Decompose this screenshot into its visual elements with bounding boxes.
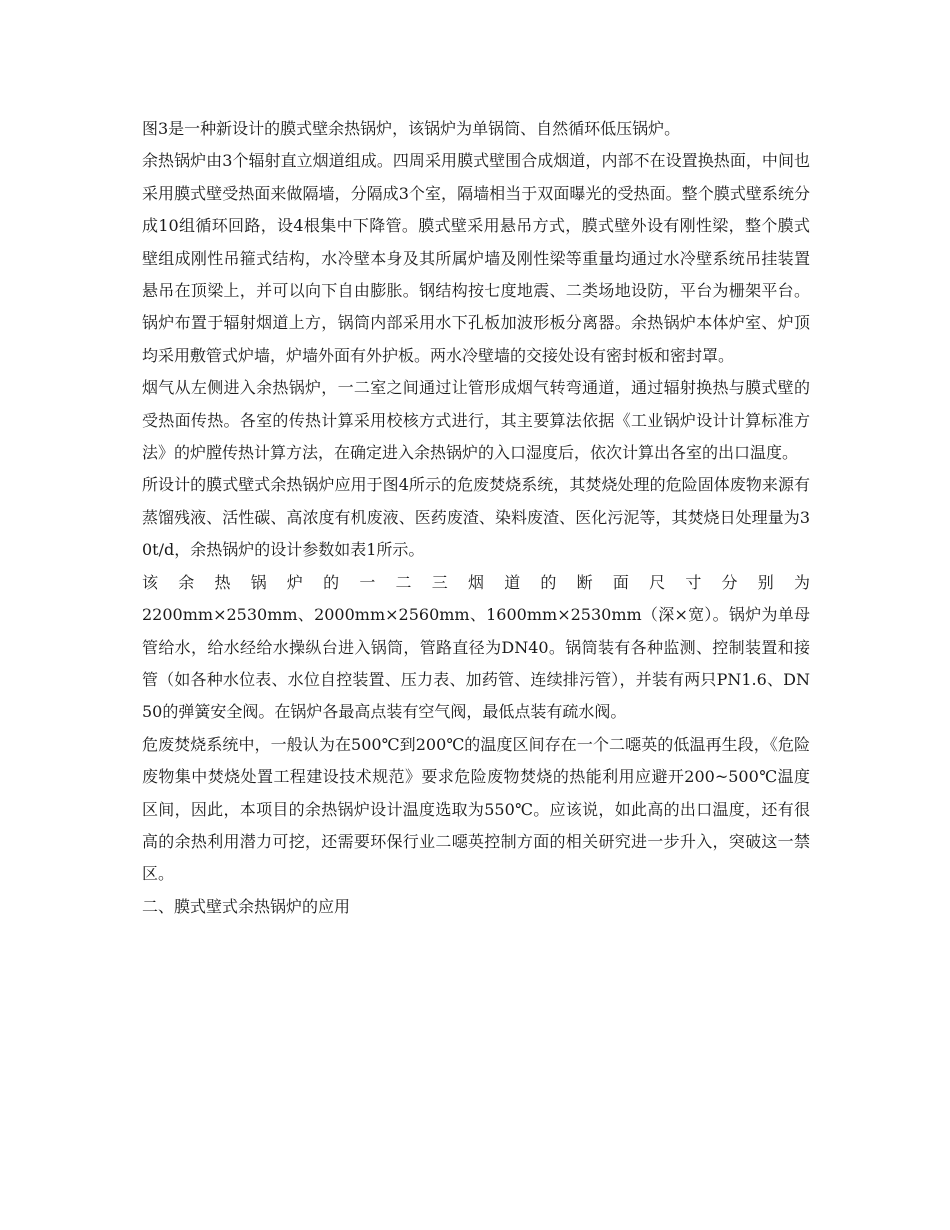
paragraph-flue-dimensions-lead: 该余热锅炉的一二三烟道的断面尺寸分别为 [142, 572, 810, 592]
paragraph-incineration-application: 所设计的膜式壁式余热锅炉应用于图4所示的危废焚烧系统，其焚烧处理的危险固体废物来源有蒸馏残液、活性碳、高浓度有机废液、医药废渣、染料废渣、医化污泥等，其焚烧日处理量为30t/d，余热锅炉的设计参数如表1所示。 [142, 475, 810, 560]
paragraph-boiler-structure: 余热锅炉由3个辐射直立烟道组成。四周采用膜式壁围合成烟道，内部不在设置换热面，中间也采用膜式壁受热面来做隔墙，分隔成3个室，隔墙相当于双面曝光的受热面。整个膜式壁系统分成10组循环回路，设4根集中下降管。膜式壁采用悬吊方式，膜式壁外设有刚性梁，整个膜式壁组成刚性吊箍式结构，水冷壁本身及其所属炉墙及刚性梁等重量均通过水冷壁系统吊挂装置悬吊在顶梁上，并可以向下自由膨胀。钢结构按七度地震、二类场地设防，平台为栅架平台。锅炉布置于辐射烟道上方，锅筒内部采用水下孔板加波形板分离器。余热锅炉本体炉室、炉顶均采用敷管式炉墙，炉墙外面有外护板。两水冷壁墙的交接处设有密封板和密封罩。 [142, 151, 810, 365]
paragraph-dioxin-temperature: 危废焚烧系统中，一般认为在500℃到200℃的温度区间存在一个二噁英的低温再生段，《危险废物集中焚烧处置工程建设技术规范》要求危险废物焚烧的热能利用应避开200~500℃温度区间，因此，本项目的余热锅炉设计温度选取为550℃。应该说，如此高的出口温度，还有很高的余热利用潜力可挖，还需要环保行业二噁英控制方面的相关研究进一步升入，突破这一禁区。 [142, 734, 810, 884]
paragraph-flue-dimensions: 2200mm×2530mm、2000mm×2560mm、1600mm×2530mm（深×宽）。锅炉为单母管给水，给水经给水操纵台进入锅筒，管路直径为DN40。锅筒装有各种监测、控制装置和接管（如各种水位表、水位自控装置、压力表、加药管、连续排污管），并装有两只PN1.6、DN50的弹簧安全阀。在锅炉各最高点装有空气阀，最低点装有疏水阀。 [142, 605, 810, 722]
paragraph-flue-gas-heat-transfer: 烟气从左侧进入余热锅炉，一二室之间通过让管形成烟气转弯通道，通过辐射换热与膜式壁的受热面传热。各室的传热计算采用校核方式进行，其主要算法依据《工业锅炉设计计算标准方法》的炉膛传热计算方法，在确定进入余热锅炉的入口湿度后，依次计算出各室的出口温度。 [142, 378, 810, 463]
paragraph-figure3-intro: 图3是一种新设计的膜式壁余热锅炉，该锅炉为单锅筒、自然循环低压锅炉。 [142, 119, 681, 138]
section-heading: 二、膜式壁式余热锅炉的应用 [142, 896, 351, 916]
document-body [142, 113, 810, 923]
